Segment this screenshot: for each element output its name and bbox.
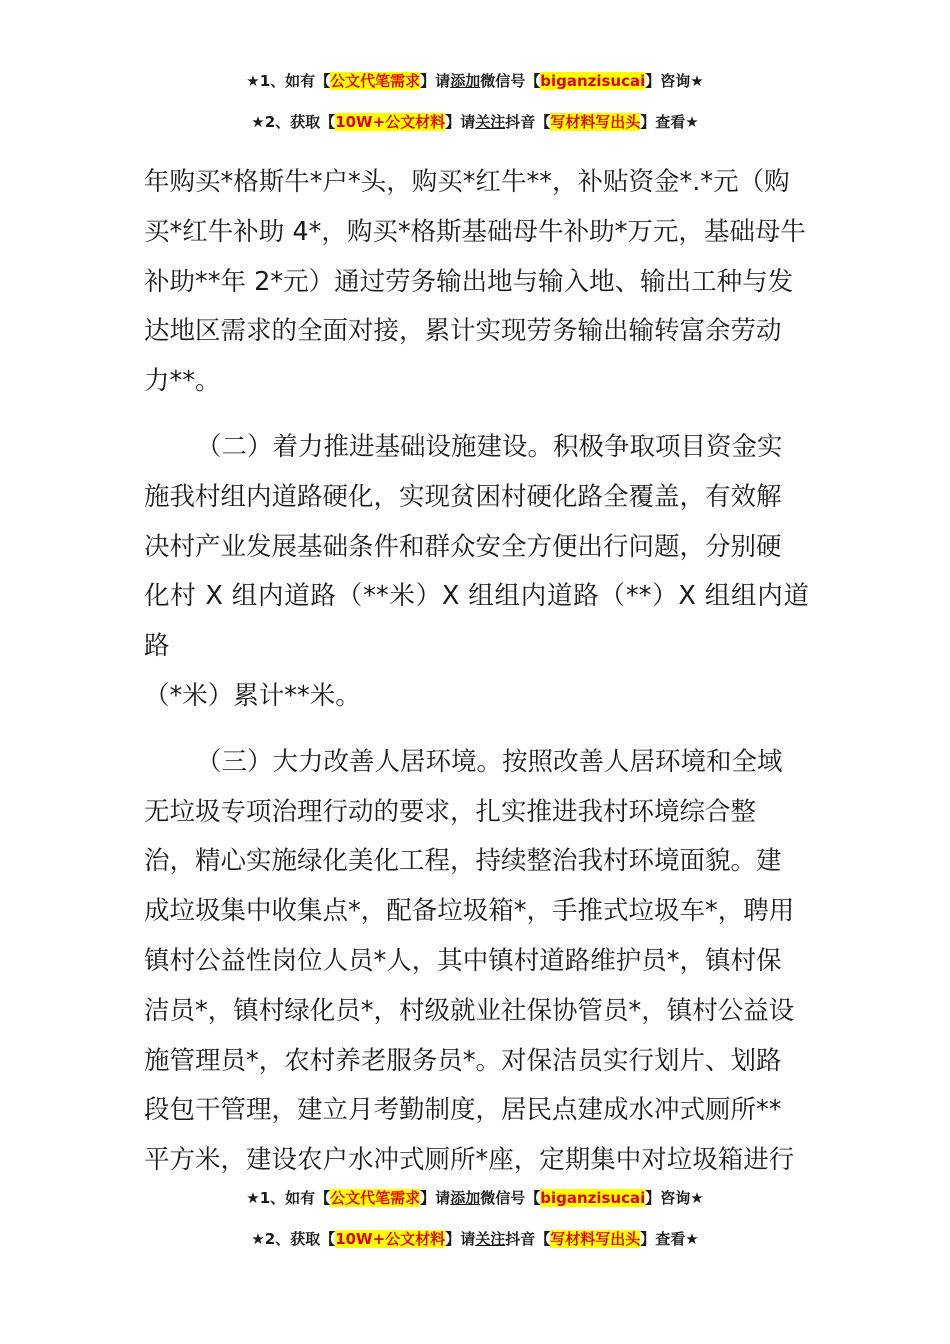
banner-text: ★2、获取【 [251, 113, 336, 131]
banner-text: ★2、获取【 [251, 1230, 336, 1248]
text-line: 平方米，建设农户水冲式厕所*座，定期集中对垃圾箱进行 [144, 1145, 795, 1176]
text-line: （三）大力改善人居环境。按照改善人居环境和全域 [196, 746, 783, 777]
banner-emphasis: 添加 [450, 1189, 481, 1207]
document-body [144, 158, 809, 1186]
paragraph-1 [144, 158, 809, 407]
banner-text: 】请 [445, 113, 476, 131]
text-line: 力**。 [144, 366, 221, 397]
highlight-service: 公文代笔需求 [330, 72, 421, 90]
banner-text: 】请 [420, 1189, 451, 1207]
paragraph-2 [144, 423, 809, 722]
paragraph-3 [144, 738, 809, 1186]
text-line: 治，精心实施绿化美化工程，持续整治我村环境面貌。建 [144, 846, 782, 877]
banner-text: 】查看★ [640, 113, 699, 131]
highlight-service: 公文代笔需求 [330, 1189, 421, 1207]
highlight-wechat-id: biganzisucai [540, 1189, 646, 1207]
banner-text: ★1、如有【 [246, 72, 331, 90]
highlight-account: 写材料写出头 [550, 1230, 641, 1248]
text-line: （*米）累计**米。 [144, 680, 361, 711]
banner-text: 】咨询★ [645, 72, 704, 90]
banner-text: 抖音【 [505, 1230, 551, 1248]
text-line: 化村 X 组内道路（**米）X 组组内道路（**）X 组组内道路 [144, 581, 809, 662]
text-line: 施我村组内道路硬化，实现贫困村硬化路全覆盖，有效解 [144, 481, 782, 512]
highlight-materials: 10W+公文材料 [335, 113, 446, 131]
banner-text: 】咨询★ [645, 1189, 704, 1207]
header-ad-line-1 [0, 70, 950, 92]
text-line: 段包干管理，建立月考勤制度，居民点建成水冲式厕所** [144, 1095, 782, 1126]
text-line: 决村产业发展基础条件和群众安全方便出行问题，分别硬 [144, 531, 782, 562]
highlight-account: 写材料写出头 [550, 113, 641, 131]
banner-text: 】请 [445, 1230, 476, 1248]
footer-ad-line-2 [0, 1228, 950, 1250]
highlight-wechat-id: biganzisucai [540, 72, 646, 90]
highlight-materials: 10W+公文材料 [335, 1230, 446, 1248]
banner-text: 微信号【 [480, 72, 541, 90]
text-line: 补助**年 2*元）通过劳务输出地与输入地、输出工种与发 [144, 266, 794, 297]
text-line: 镇村公益性岗位人员*人，其中镇村道路维护员*，镇村保 [144, 945, 782, 976]
banner-emphasis: 关注 [475, 113, 506, 131]
banner-text: 】查看★ [640, 1230, 699, 1248]
text-line: 洁员*，镇村绿化员*，村级就业社保协管员*，镇村公益设 [144, 995, 795, 1026]
banner-text: 】请 [420, 72, 451, 90]
text-line: 无垃圾专项治理行动的要求，扎实推进我村环境综合整 [144, 796, 757, 827]
text-line: （二）着力推进基础设施建设。积极争取项目资金实 [196, 431, 783, 462]
text-line: 施管理员*，农村养老服务员*。对保洁员实行划片、划路 [144, 1045, 782, 1076]
banner-text: 抖音【 [505, 113, 551, 131]
text-line: 达地区需求的全面对接，累计实现劳务输出输转富余劳动 [144, 316, 782, 347]
text-line: 买*红牛补助 4*，购买*格斯基础母牛补助*万元，基础母牛 [144, 216, 806, 247]
text-line: 成垃圾集中收集点*，配备垃圾箱*，手推式垃圾车*，聘用 [144, 896, 795, 927]
text-line: 年购买*格斯牛*户*头，购买*红牛**，补贴资金*.*元（购 [144, 167, 790, 197]
banner-emphasis: 添加 [450, 72, 481, 90]
banner-text: ★1、如有【 [246, 1189, 331, 1207]
banner-emphasis: 关注 [475, 1230, 506, 1248]
header-ad-line-2 [0, 111, 950, 133]
banner-text: 微信号【 [480, 1189, 541, 1207]
footer-ad-line-1 [0, 1187, 950, 1209]
